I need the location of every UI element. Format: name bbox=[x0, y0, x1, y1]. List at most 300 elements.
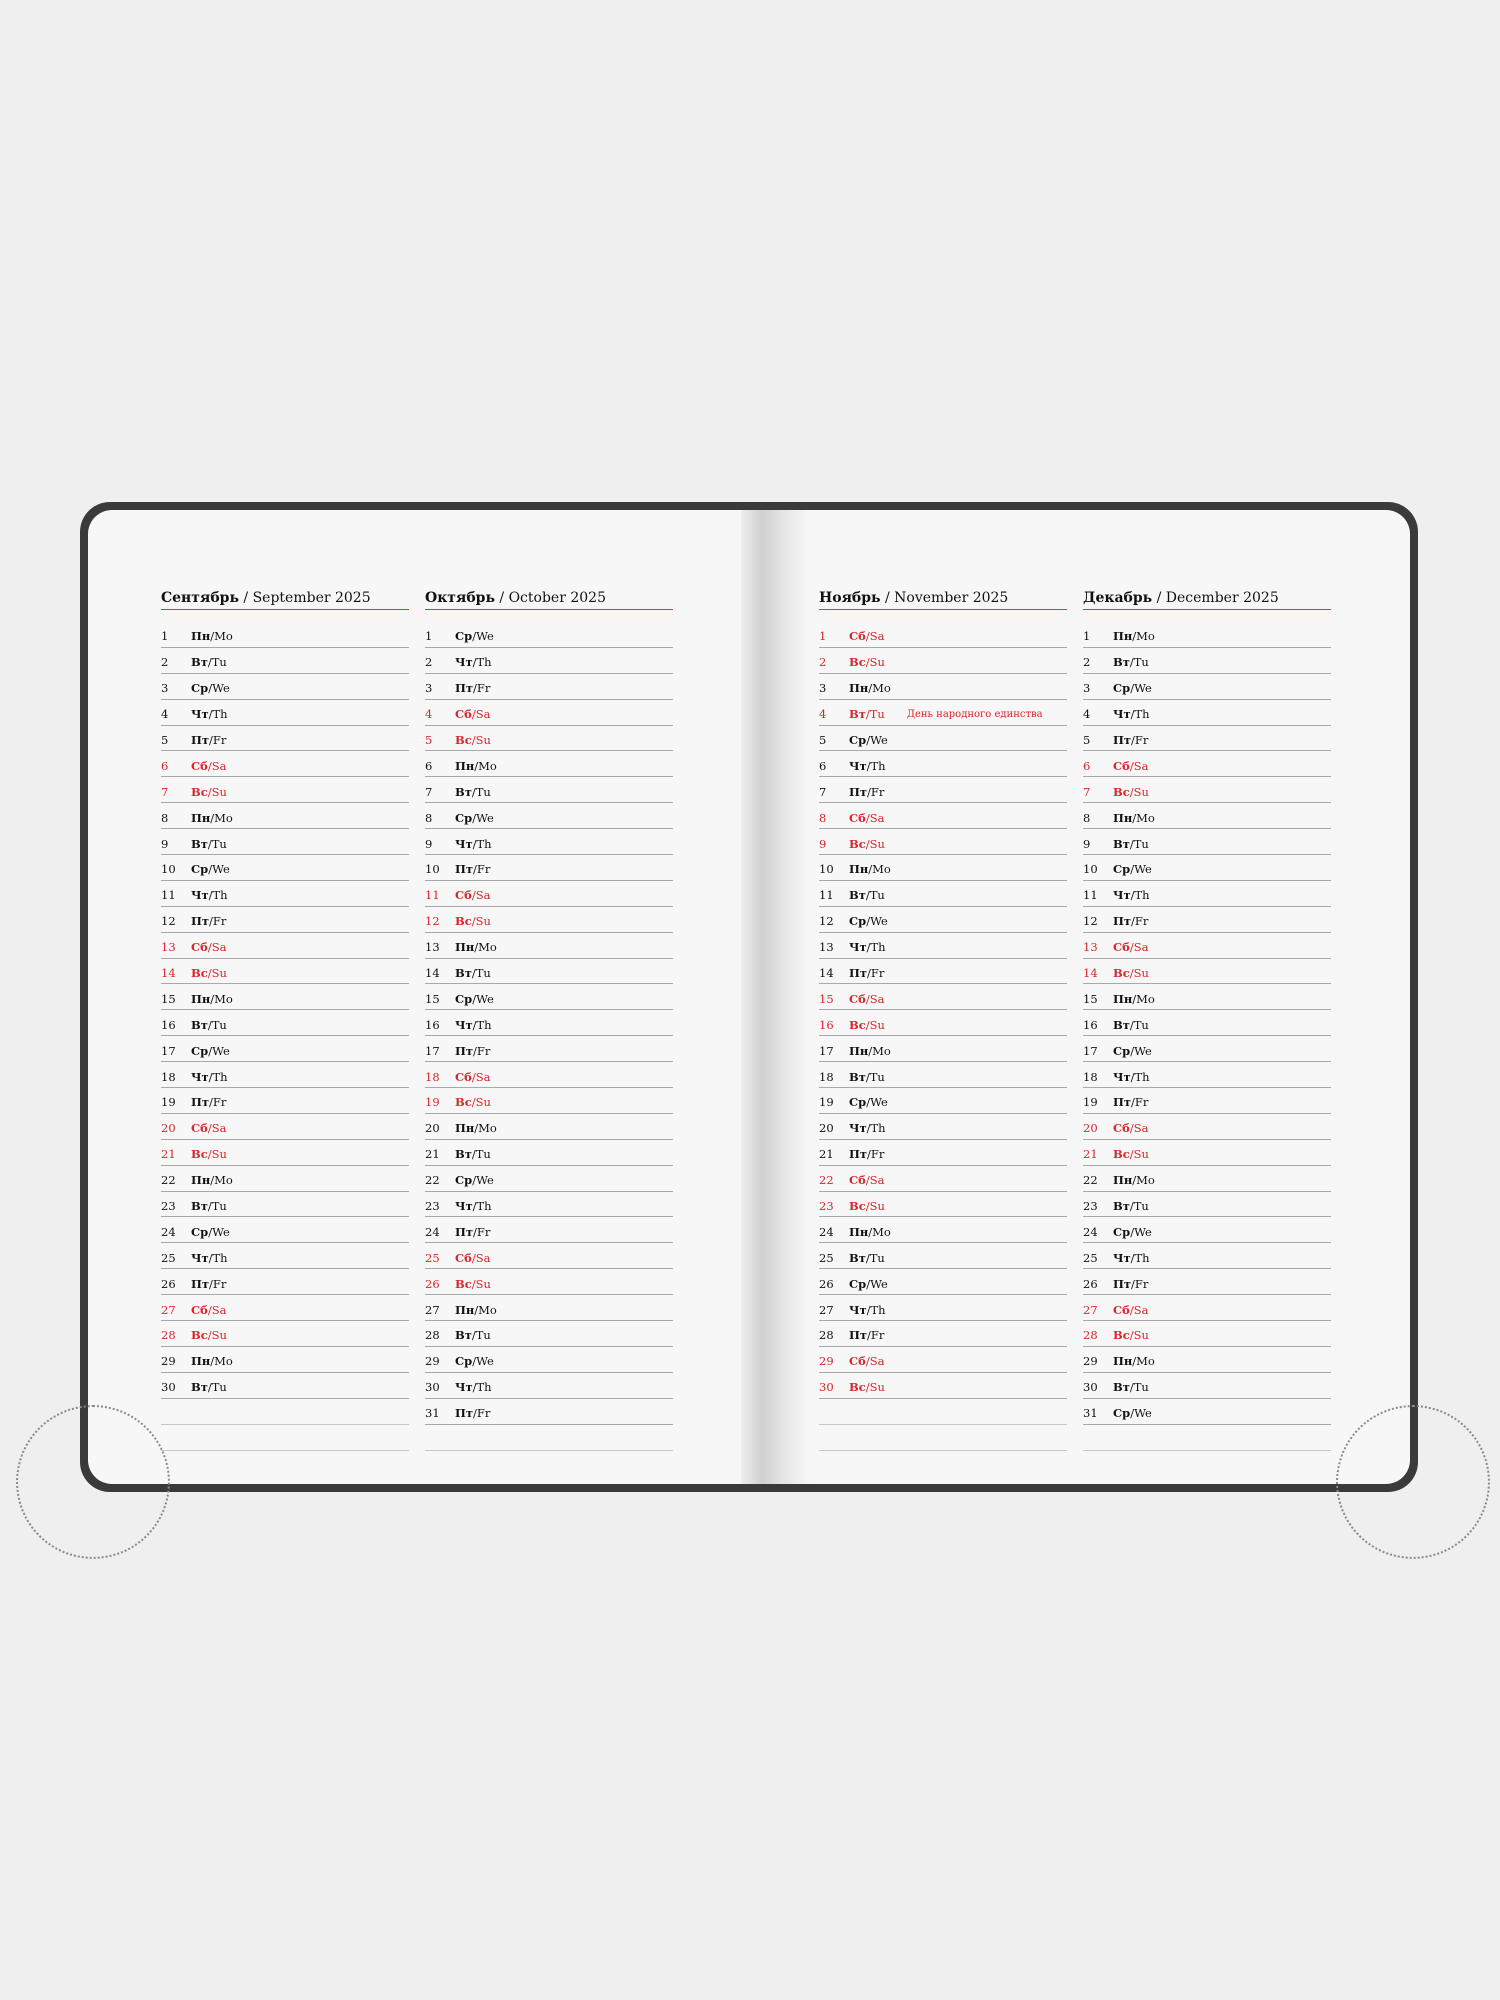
weekday: Пн/Mo bbox=[849, 1224, 891, 1239]
weekday-en: Sa bbox=[211, 940, 227, 955]
weekday-ru: Вс bbox=[455, 733, 472, 747]
weekday-en: Sa bbox=[475, 888, 491, 903]
weekday-ru: Пн bbox=[849, 862, 869, 877]
day-number: 28 bbox=[161, 1328, 176, 1343]
day-number: 7 bbox=[819, 784, 827, 799]
weekday-en: Th bbox=[1134, 707, 1150, 722]
day-number: 24 bbox=[819, 1224, 834, 1239]
weekday: Сб/Sa bbox=[1113, 758, 1149, 773]
weekday-ru: Вс bbox=[849, 1380, 866, 1395]
day-number: 21 bbox=[161, 1147, 176, 1162]
weekday: Пт/Fr bbox=[1113, 733, 1149, 747]
weekday-ru: Пн bbox=[1113, 629, 1133, 644]
weekday-en: Sa bbox=[475, 1250, 491, 1265]
holiday-note: День народного единства bbox=[906, 708, 1043, 720]
day-row bbox=[425, 751, 673, 777]
weekday-ru: Сб bbox=[1113, 1302, 1130, 1317]
day-number: 18 bbox=[819, 1069, 834, 1084]
weekday-en: Su bbox=[211, 1328, 227, 1343]
weekday: Вт/Tu bbox=[191, 1199, 227, 1214]
day-number: 2 bbox=[161, 655, 169, 670]
weekday-en: Su bbox=[1133, 1147, 1149, 1162]
weekday-en: Fr bbox=[870, 1328, 885, 1343]
day-row bbox=[425, 1269, 673, 1295]
weekday-ru: Чт bbox=[455, 1017, 473, 1032]
weekday: Пн/Mo bbox=[455, 758, 497, 773]
weekday-ru: Сб bbox=[1113, 940, 1130, 955]
day-row bbox=[161, 1217, 409, 1243]
weekday-en: Su bbox=[211, 1147, 227, 1162]
weekday: Пт/Fr bbox=[1113, 1276, 1149, 1291]
weekday-ru: Чт bbox=[191, 1250, 209, 1265]
weekday-en: Su bbox=[869, 1017, 885, 1032]
weekday: Вс/Su bbox=[849, 1380, 885, 1395]
weekday: Чт/Th bbox=[1113, 1069, 1150, 1084]
weekday: Ср/We bbox=[191, 862, 230, 877]
planner-book bbox=[80, 502, 1418, 1492]
day-number: 25 bbox=[819, 1250, 834, 1265]
weekday-en: We bbox=[870, 1276, 888, 1291]
weekday-en: We bbox=[1134, 1224, 1152, 1239]
weekday-en: Mo bbox=[214, 1173, 233, 1188]
day-number: 27 bbox=[161, 1302, 176, 1317]
weekday-en: Sa bbox=[869, 629, 885, 644]
weekday: Пн/Mo bbox=[849, 681, 891, 696]
weekday: Вт/Tu bbox=[1113, 1380, 1149, 1395]
day-number: 9 bbox=[1083, 836, 1091, 851]
day-row bbox=[425, 648, 673, 674]
day-number: 2 bbox=[1083, 655, 1091, 670]
weekday-en: Sa bbox=[1133, 758, 1149, 773]
weekday-en: Su bbox=[869, 836, 885, 851]
weekday: Пт/Fr bbox=[1113, 914, 1149, 929]
day-number: 26 bbox=[161, 1276, 176, 1291]
weekday-en: Fr bbox=[1134, 733, 1149, 747]
weekday: Чт/Th bbox=[455, 655, 492, 670]
weekday-ru: Вт bbox=[191, 655, 208, 670]
day-row bbox=[1083, 1243, 1331, 1269]
weekday-ru: Сб bbox=[191, 1302, 208, 1317]
weekday: Ср/We bbox=[849, 1095, 888, 1110]
left-page bbox=[88, 510, 749, 1484]
weekday-ru: Ср bbox=[1113, 681, 1131, 696]
weekday-ru: Сб bbox=[849, 991, 866, 1006]
day-row bbox=[161, 907, 409, 933]
weekday-ru: Ср bbox=[191, 681, 209, 696]
day-number: 7 bbox=[1083, 784, 1091, 799]
weekday: Пт/Fr bbox=[455, 862, 491, 877]
weekday: Вс/Su bbox=[191, 784, 227, 799]
day-number: 11 bbox=[425, 888, 440, 903]
weekday: Пт/Fr bbox=[455, 1224, 491, 1239]
weekday-ru: Вс bbox=[1113, 966, 1130, 981]
day-number: 17 bbox=[1083, 1043, 1098, 1058]
day-row bbox=[161, 648, 409, 674]
weekday-ru: Чт bbox=[455, 655, 473, 670]
weekday-ru: Вт bbox=[191, 1199, 208, 1214]
weekday: Сб/Sa bbox=[455, 1250, 491, 1265]
month-title-ru: Октябрь bbox=[425, 590, 495, 606]
weekday-ru: Пн bbox=[455, 940, 475, 955]
weekday-ru: Вт bbox=[1113, 836, 1130, 851]
weekday-ru: Ср bbox=[849, 1095, 867, 1110]
weekday-ru: Пт bbox=[455, 1406, 473, 1421]
day-number: 4 bbox=[425, 707, 433, 722]
day-row bbox=[161, 803, 409, 829]
day-number: 2 bbox=[425, 655, 433, 670]
weekday: Ср/We bbox=[455, 629, 494, 644]
weekday-en: Mo bbox=[214, 629, 233, 644]
weekday: Пн/Mo bbox=[849, 862, 891, 877]
weekday-ru: Пн bbox=[191, 629, 211, 644]
weekday-ru: Вт bbox=[455, 784, 472, 799]
day-number: 30 bbox=[1083, 1380, 1098, 1395]
weekday-ru: Ср bbox=[1113, 862, 1131, 877]
day-row bbox=[425, 1192, 673, 1218]
weekday-en: Tu bbox=[211, 1017, 227, 1032]
weekday: Пт/Fr bbox=[849, 784, 885, 799]
day-row bbox=[1083, 674, 1331, 700]
day-number: 22 bbox=[1083, 1173, 1098, 1188]
day-number: 21 bbox=[1083, 1147, 1098, 1162]
weekday-ru: Вс bbox=[191, 784, 208, 799]
month-title: Декабрь / December 2025 bbox=[1083, 590, 1331, 610]
weekday: Пт/Fr bbox=[849, 966, 885, 981]
weekday-en: Fr bbox=[1134, 1276, 1149, 1291]
weekday: Чт/Th bbox=[1113, 888, 1150, 903]
weekday-ru: Вс bbox=[1113, 1147, 1130, 1162]
weekday-ru: Пт bbox=[1113, 914, 1131, 929]
day-number: 23 bbox=[161, 1199, 176, 1214]
weekday-ru: Ср bbox=[849, 1276, 867, 1291]
weekday-ru: Вт bbox=[191, 836, 208, 851]
day-row bbox=[161, 1114, 409, 1140]
day-number: 24 bbox=[425, 1224, 440, 1239]
weekday: Вт/Tu bbox=[455, 966, 491, 981]
day-number: 24 bbox=[161, 1224, 176, 1239]
weekday-ru: Вс bbox=[849, 655, 866, 670]
weekday: Сб/Sa bbox=[849, 629, 885, 644]
day-row bbox=[1083, 1192, 1331, 1218]
weekday-en: Su bbox=[211, 966, 227, 981]
weekday-en: Sa bbox=[869, 810, 885, 825]
day-row bbox=[425, 622, 673, 648]
day-number: 1 bbox=[425, 629, 433, 644]
day-number: 13 bbox=[819, 940, 834, 955]
weekday-ru: Пт bbox=[191, 914, 209, 929]
weekday-ru: Сб bbox=[191, 1121, 208, 1136]
day-number: 10 bbox=[1083, 862, 1098, 877]
weekday-ru: Пт bbox=[455, 1043, 473, 1058]
weekday-ru: Пн bbox=[191, 1354, 211, 1369]
weekday-ru: Вт bbox=[849, 1069, 866, 1084]
day-number: 18 bbox=[1083, 1069, 1098, 1084]
weekday-en: Fr bbox=[1134, 1095, 1149, 1110]
weekday-en: Tu bbox=[869, 1069, 885, 1084]
day-row bbox=[819, 1217, 1067, 1243]
day-row bbox=[819, 1321, 1067, 1347]
day-row bbox=[161, 855, 409, 881]
weekday-ru: Пн bbox=[849, 1043, 869, 1058]
weekday-en: Su bbox=[475, 733, 491, 747]
day-row bbox=[161, 829, 409, 855]
weekday-en: We bbox=[212, 681, 230, 696]
day-number: 9 bbox=[819, 836, 827, 851]
day-number: 25 bbox=[1083, 1250, 1098, 1265]
day-number: 6 bbox=[819, 758, 827, 773]
weekday-ru: Пт bbox=[455, 681, 473, 696]
weekday-en: Fr bbox=[212, 733, 227, 747]
day-number: 17 bbox=[161, 1043, 176, 1058]
weekday: Сб/Sa bbox=[849, 1173, 885, 1188]
weekday: Чт/Th bbox=[849, 1121, 886, 1136]
weekday: Пн/Mo bbox=[455, 940, 497, 955]
blank-ruled-line bbox=[819, 1425, 1067, 1451]
day-number: 19 bbox=[161, 1095, 176, 1110]
weekday-ru: Чт bbox=[1113, 707, 1131, 722]
weekday-en: Sa bbox=[1133, 1302, 1149, 1317]
day-row bbox=[819, 933, 1067, 959]
weekday-ru: Пн bbox=[849, 1224, 869, 1239]
weekday: Вт/Tu bbox=[1113, 836, 1149, 851]
day-number: 26 bbox=[425, 1276, 440, 1291]
weekday: Пт/Fr bbox=[455, 1043, 491, 1058]
day-number: 17 bbox=[425, 1043, 440, 1058]
day-number: 13 bbox=[161, 940, 176, 955]
weekday-ru: Ср bbox=[191, 1224, 209, 1239]
weekday-en: We bbox=[212, 1224, 230, 1239]
day-row bbox=[425, 933, 673, 959]
day-row bbox=[819, 959, 1067, 985]
weekday-ru: Ср bbox=[455, 991, 473, 1006]
day-number: 8 bbox=[425, 810, 433, 825]
weekday: Ср/We bbox=[455, 1354, 494, 1369]
day-number: 21 bbox=[819, 1147, 834, 1162]
day-number: 6 bbox=[161, 758, 169, 773]
day-row bbox=[1083, 1269, 1331, 1295]
weekday-en: Th bbox=[1134, 888, 1150, 903]
weekday-en: Sa bbox=[1133, 940, 1149, 955]
weekday: Вт/Tu bbox=[191, 655, 227, 670]
day-row bbox=[1083, 1166, 1331, 1192]
day-row bbox=[425, 1088, 673, 1114]
weekday-ru: Чт bbox=[849, 940, 867, 955]
weekday-ru: Вт bbox=[455, 1328, 472, 1343]
day-number: 23 bbox=[425, 1199, 440, 1214]
day-row bbox=[1083, 1399, 1331, 1425]
weekday-ru: Чт bbox=[1113, 888, 1131, 903]
day-row bbox=[819, 1010, 1067, 1036]
day-row bbox=[819, 881, 1067, 907]
day-number: 30 bbox=[425, 1380, 440, 1395]
month-november bbox=[819, 590, 1067, 1451]
day-row bbox=[425, 1062, 673, 1088]
day-row bbox=[1083, 1347, 1331, 1373]
weekday-en: We bbox=[870, 1095, 888, 1110]
day-number: 19 bbox=[1083, 1095, 1098, 1110]
day-row bbox=[161, 1192, 409, 1218]
day-row bbox=[425, 1321, 673, 1347]
day-row bbox=[819, 803, 1067, 829]
weekday-en: Fr bbox=[476, 862, 491, 877]
weekday: Пн/Mo bbox=[849, 1043, 891, 1058]
blank-ruled-line bbox=[425, 1425, 673, 1451]
day-number: 12 bbox=[425, 914, 440, 929]
weekday-en: Fr bbox=[212, 914, 227, 929]
weekday: Чт/Th bbox=[191, 707, 228, 722]
weekday-ru: Пн bbox=[849, 681, 869, 696]
weekday-en: We bbox=[1134, 862, 1152, 877]
weekday-en: We bbox=[870, 914, 888, 929]
day-number: 2 bbox=[819, 655, 827, 670]
weekday: Пн/Mo bbox=[455, 1302, 497, 1317]
weekday-en: Mo bbox=[214, 1354, 233, 1369]
weekday-ru: Вт bbox=[191, 1380, 208, 1395]
weekday-en: Su bbox=[869, 1380, 885, 1395]
day-row bbox=[819, 855, 1067, 881]
weekday-en: Th bbox=[870, 1121, 886, 1136]
weekday-ru: Пн bbox=[1113, 1173, 1133, 1188]
day-row bbox=[161, 700, 409, 726]
weekday: Вс/Su bbox=[455, 1095, 491, 1110]
day-row bbox=[161, 933, 409, 959]
weekday-en: Tu bbox=[211, 836, 227, 851]
weekday: Пн/Mo bbox=[191, 1354, 233, 1369]
weekday: Пт/Fr bbox=[849, 1147, 885, 1162]
day-row bbox=[161, 1062, 409, 1088]
day-number: 17 bbox=[819, 1043, 834, 1058]
weekday: Чт/Th bbox=[191, 1069, 228, 1084]
day-number: 15 bbox=[1083, 991, 1098, 1006]
weekday: Ср/We bbox=[1113, 1043, 1152, 1058]
day-row bbox=[425, 907, 673, 933]
day-number: 15 bbox=[161, 991, 176, 1006]
day-number: 27 bbox=[819, 1302, 834, 1317]
weekday-en: Th bbox=[212, 888, 228, 903]
day-number: 11 bbox=[161, 888, 176, 903]
day-number: 28 bbox=[819, 1328, 834, 1343]
weekday-ru: Сб bbox=[849, 1173, 866, 1188]
weekday-en: Tu bbox=[869, 707, 885, 722]
weekday-en: Fr bbox=[1134, 914, 1149, 929]
weekday-ru: Вт bbox=[1113, 655, 1130, 670]
weekday-ru: Вт bbox=[455, 966, 472, 981]
day-number: 16 bbox=[819, 1017, 834, 1032]
day-number: 25 bbox=[425, 1250, 440, 1265]
day-row bbox=[1083, 726, 1331, 752]
day-row bbox=[1083, 751, 1331, 777]
weekday-en: Sa bbox=[1133, 1121, 1149, 1136]
weekday-ru: Ср bbox=[849, 914, 867, 929]
day-number: 31 bbox=[1083, 1406, 1098, 1421]
day-row bbox=[161, 751, 409, 777]
day-row bbox=[1083, 1114, 1331, 1140]
day-row bbox=[1083, 1321, 1331, 1347]
weekday-ru: Чт bbox=[455, 836, 473, 851]
weekday-ru: Ср bbox=[1113, 1406, 1131, 1421]
weekday-ru: Чт bbox=[191, 888, 209, 903]
day-number: 5 bbox=[161, 733, 169, 747]
weekday-en: Su bbox=[1133, 784, 1149, 799]
weekday: Сб/Sa bbox=[455, 707, 491, 722]
page-corner-arc bbox=[1336, 1405, 1490, 1559]
weekday-ru: Ср bbox=[1113, 1224, 1131, 1239]
weekday-en: Mo bbox=[214, 810, 233, 825]
weekday-ru: Пн bbox=[191, 1173, 211, 1188]
weekday-en: Mo bbox=[872, 681, 891, 696]
weekday: Пн/Mo bbox=[1113, 1354, 1155, 1369]
day-number: 26 bbox=[1083, 1276, 1098, 1291]
day-number: 20 bbox=[425, 1121, 440, 1136]
weekday: Пн/Mo bbox=[1113, 991, 1155, 1006]
weekday: Вс/Su bbox=[1113, 966, 1149, 981]
weekday: Пт/Fr bbox=[191, 1095, 227, 1110]
day-number: 7 bbox=[425, 784, 433, 799]
weekday-en: Th bbox=[1134, 1069, 1150, 1084]
weekday: Чт/Th bbox=[849, 758, 886, 773]
weekday-en: We bbox=[476, 1173, 494, 1188]
day-row bbox=[819, 1269, 1067, 1295]
day-row bbox=[819, 674, 1067, 700]
weekday-ru: Пн bbox=[455, 1121, 475, 1136]
weekday-en: Mo bbox=[1136, 991, 1155, 1006]
weekday-ru: Пт bbox=[191, 733, 209, 747]
weekday-ru: Пн bbox=[191, 810, 211, 825]
weekday-ru: Сб bbox=[1113, 1121, 1130, 1136]
weekday-ru: Вс bbox=[191, 1328, 208, 1343]
weekday-en: Su bbox=[475, 1276, 491, 1291]
weekday-en: Fr bbox=[870, 966, 885, 981]
day-row bbox=[1083, 777, 1331, 803]
month-title: Ноябрь / November 2025 bbox=[819, 590, 1067, 610]
day-number: 10 bbox=[425, 862, 440, 877]
day-row bbox=[1083, 1295, 1331, 1321]
day-number: 15 bbox=[819, 991, 834, 1006]
day-number: 4 bbox=[819, 707, 827, 722]
blank-ruled-line bbox=[161, 1425, 409, 1451]
day-number: 29 bbox=[1083, 1354, 1098, 1369]
month-title-en: October 2025 bbox=[508, 590, 606, 606]
weekday-en: Sa bbox=[211, 758, 227, 773]
weekday-en: Tu bbox=[211, 1199, 227, 1214]
day-number: 25 bbox=[161, 1250, 176, 1265]
weekday: Вс/Su bbox=[849, 655, 885, 670]
weekday-en: Tu bbox=[1133, 1017, 1149, 1032]
day-number: 3 bbox=[425, 681, 433, 696]
day-number: 23 bbox=[819, 1199, 834, 1214]
weekday-en: Tu bbox=[869, 1250, 885, 1265]
day-row bbox=[1083, 1217, 1331, 1243]
weekday-en: Th bbox=[476, 1199, 492, 1214]
day-row bbox=[1083, 1140, 1331, 1166]
weekday-en: Th bbox=[1134, 1250, 1150, 1265]
weekday-ru: Сб bbox=[849, 629, 866, 644]
weekday-ru: Вт bbox=[1113, 1380, 1130, 1395]
weekday: Ср/We bbox=[455, 1173, 494, 1188]
weekday-ru: Сб bbox=[191, 758, 208, 773]
day-number: 12 bbox=[1083, 914, 1098, 929]
weekday-en: Fr bbox=[870, 1147, 885, 1162]
weekday: Ср/We bbox=[1113, 862, 1152, 877]
day-row bbox=[161, 1140, 409, 1166]
weekday: Вс/Su bbox=[191, 1147, 227, 1162]
weekday: Сб/Sa bbox=[191, 940, 227, 955]
day-number: 10 bbox=[819, 862, 834, 877]
weekday-en: Fr bbox=[212, 1095, 227, 1110]
weekday: Вт/Tu bbox=[849, 1069, 885, 1084]
weekday-ru: Чт bbox=[1113, 1250, 1131, 1265]
weekday-en: Tu bbox=[475, 1147, 491, 1162]
